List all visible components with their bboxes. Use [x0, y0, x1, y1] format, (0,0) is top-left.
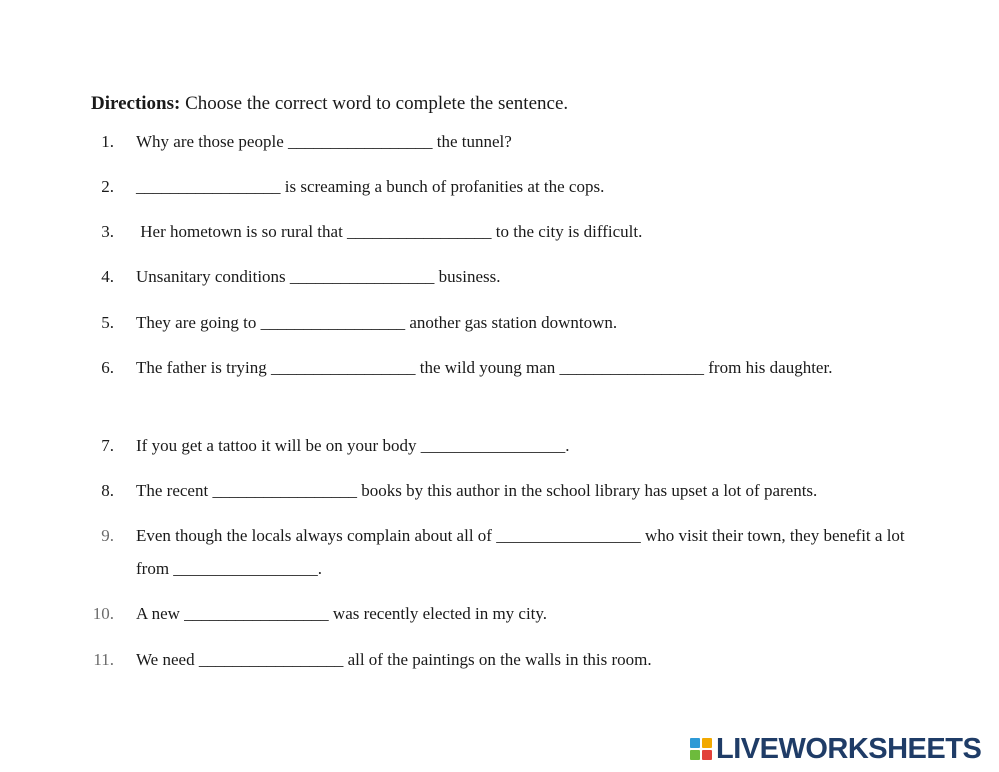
logo-square-red — [702, 750, 712, 760]
question-number: 2. — [101, 177, 114, 196]
question-number: 4. — [101, 267, 114, 286]
question-text: If you get a tattoo it will be on your body _________________. — [136, 436, 570, 455]
question-text: _________________ is screaming a bunch of profanities at the cops. — [136, 177, 605, 196]
question-number: 1. — [101, 132, 114, 151]
question-text: Unsanitary conditions _________________ business. — [136, 267, 501, 286]
question-text: The father is trying _________________ the wild young man _________________ from his daughter. — [136, 358, 833, 377]
liveworksheets-logo-icon — [690, 738, 712, 760]
directions — [91, 91, 568, 117]
question-text: We need _________________ all of the paintings on the walls in this room. — [136, 650, 652, 669]
logo-text: LIVEWORKSHEETS — [716, 732, 982, 765]
directions-label: Directions: — [91, 93, 181, 114]
logo-square-blue — [690, 738, 700, 748]
question-number: 11. — [93, 650, 114, 669]
liveworksheets-logo[interactable] — [690, 729, 981, 769]
question-text: Even though the locals always complain about all of _________________ who visit their town, they benefit a lot from _________________. — [136, 526, 909, 578]
logo-square-green — [690, 750, 700, 760]
question-text: The recent _________________ books by this author in the school library has upset a lot of parents. — [136, 481, 818, 500]
question-number: 6. — [101, 358, 114, 377]
question-number: 8. — [101, 481, 114, 500]
question-number: 9. — [101, 526, 114, 545]
question-text: They are going to _________________ another gas station downtown. — [136, 313, 618, 332]
directions-text: Choose the correct word to complete the sentence. — [180, 93, 569, 114]
question-text: Her hometown is so rural that _________________ to the city is difficult. — [136, 222, 643, 241]
question-number: 3. — [101, 222, 114, 241]
question-number: 10. — [92, 604, 114, 623]
question-number: 7. — [101, 436, 114, 455]
question-text: A new _________________ was recently elected in my city. — [136, 604, 548, 623]
question-number: 5. — [101, 313, 114, 332]
question-text: Why are those people _________________ the tunnel? — [136, 132, 512, 151]
logo-square-orange — [702, 738, 712, 748]
